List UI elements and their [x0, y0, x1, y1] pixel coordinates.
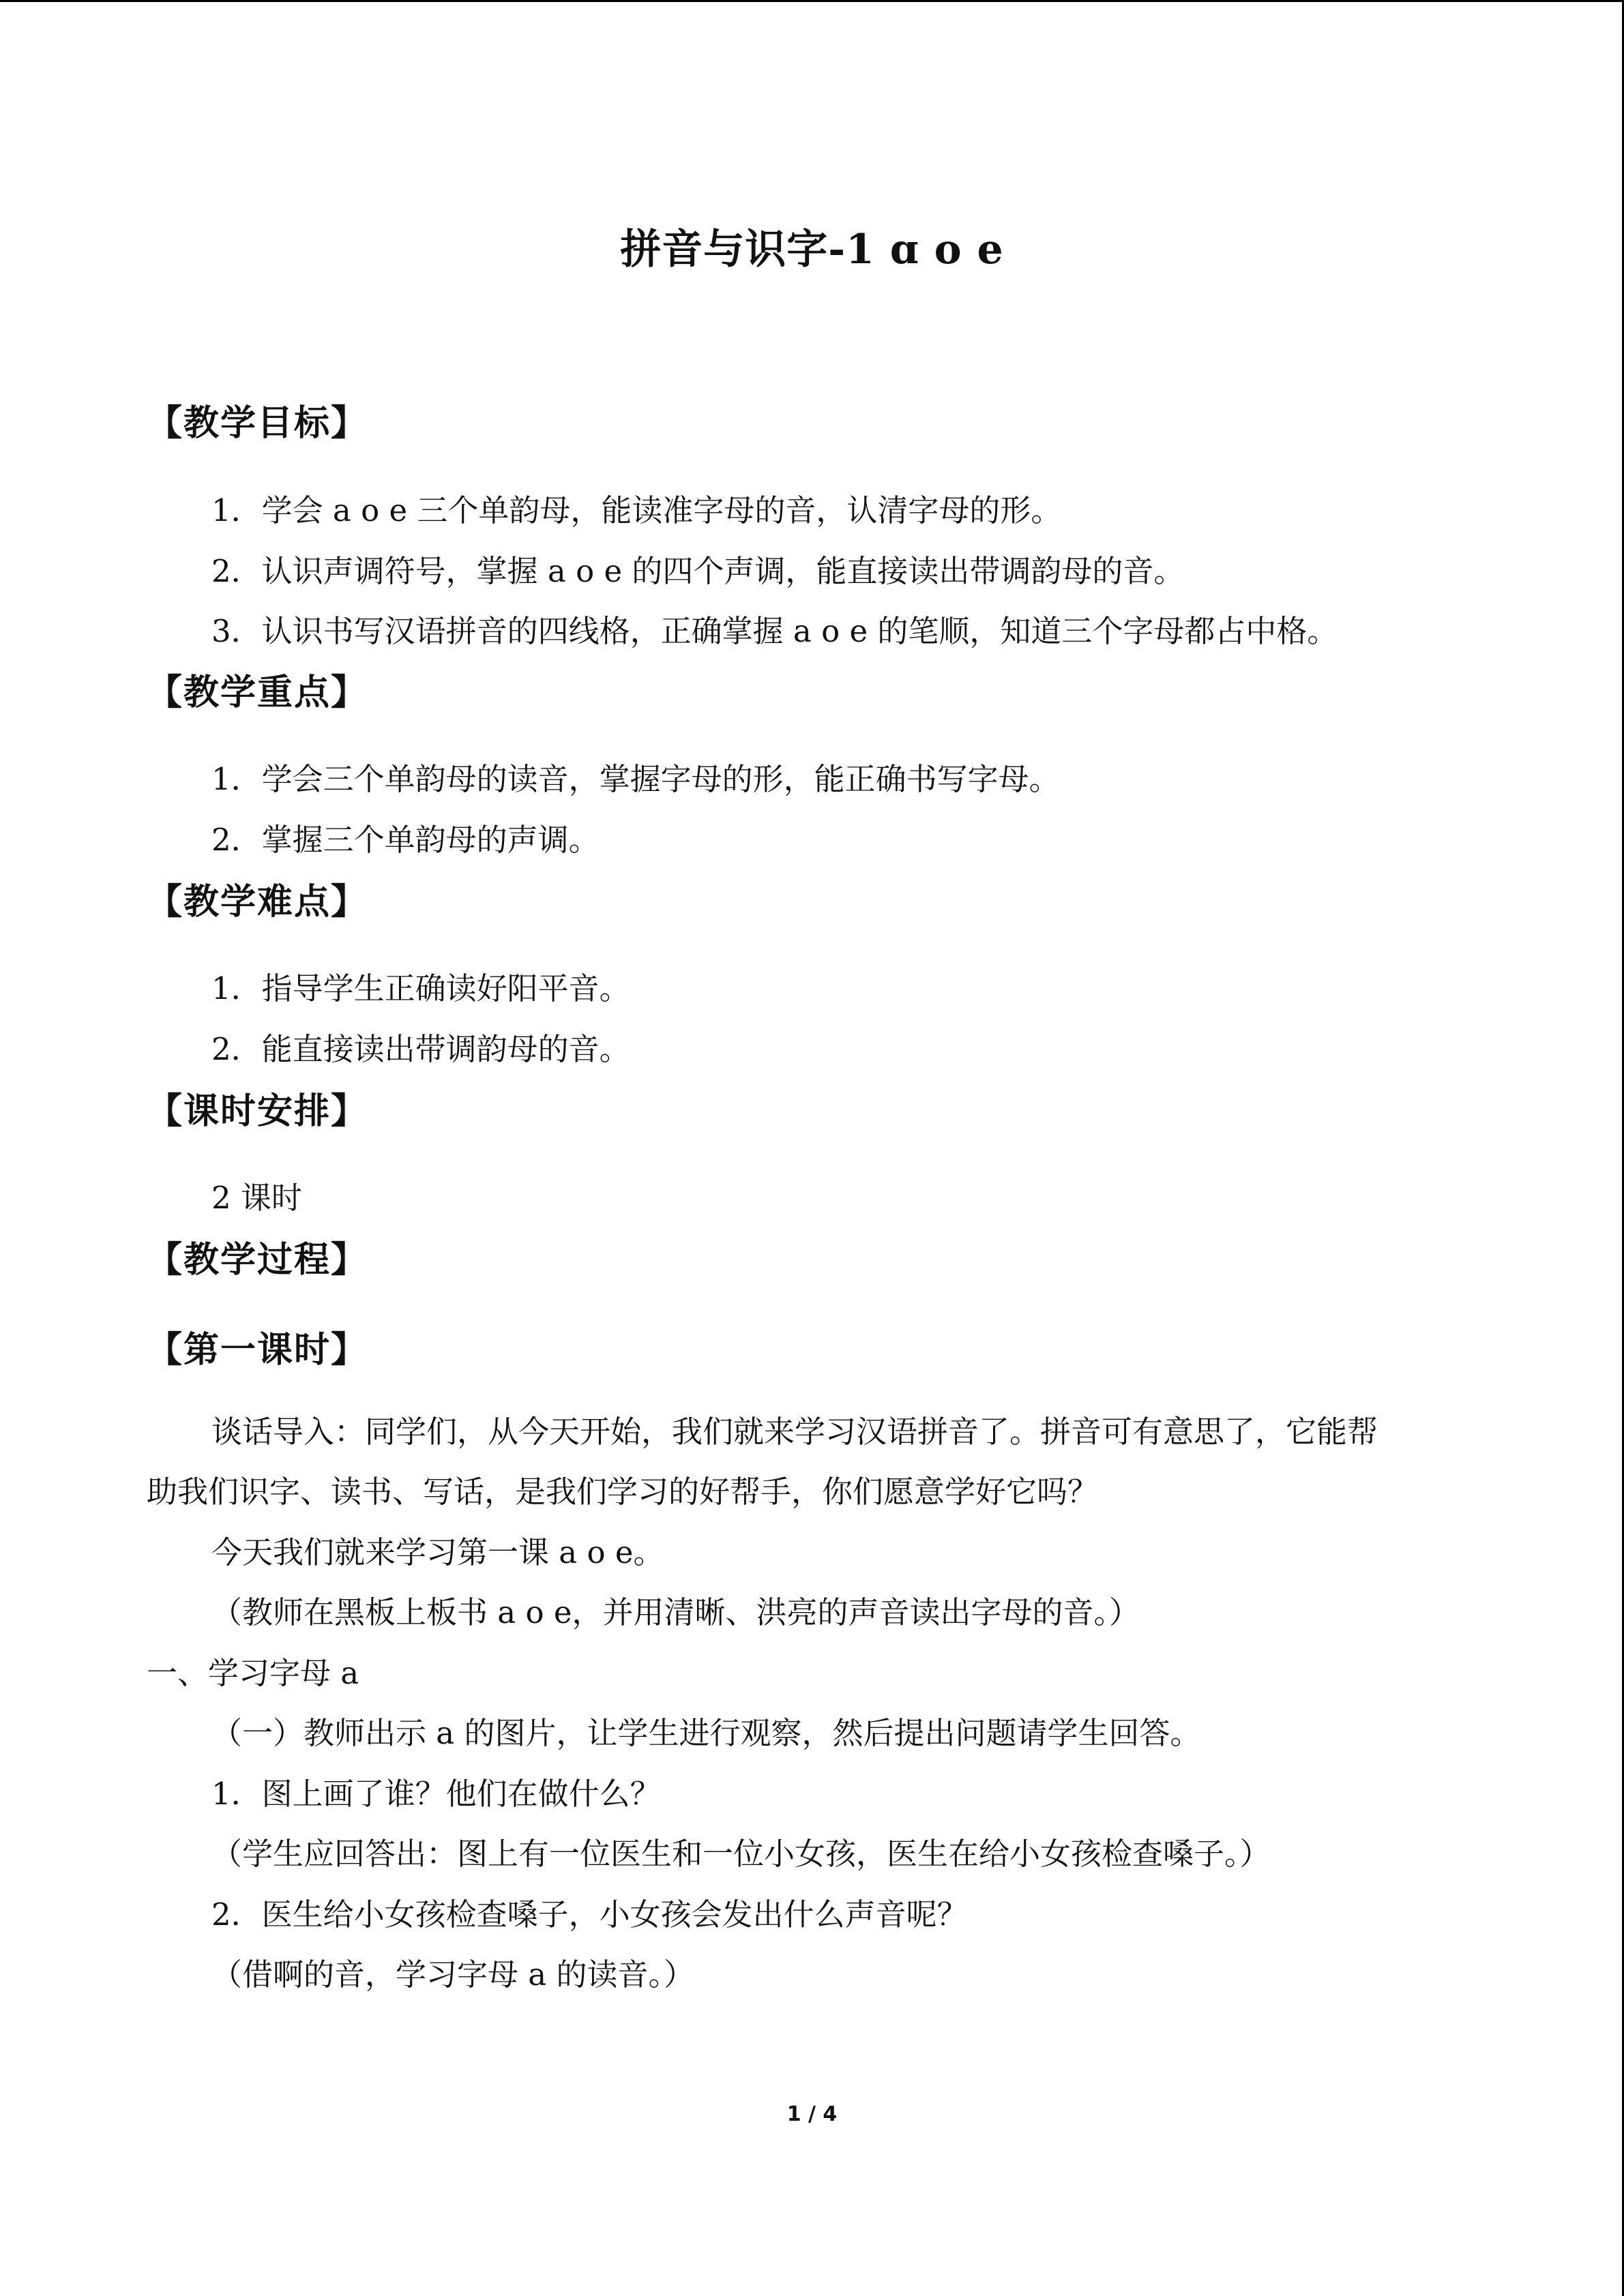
page-number: 1 / 4 [786, 2102, 838, 2126]
paragraph-line: （教师在黑板上板书 a o e，并用清晰、洪亮的声音读出字母的音。） [211, 1594, 1140, 1630]
objective-item-3: 3．认识书写汉语拼音的四线格，正确掌握 a o e 的笔顺，知道三个字母都占中格。 [211, 613, 1338, 649]
heading-difficulties: 【教学难点】 [147, 881, 368, 923]
heading-first-lesson: 【第一课时】 [147, 1329, 368, 1371]
paragraph-line: 助我们识字、读书、写话，是我们学习的好帮手，你们愿意学好它吗？ [147, 1474, 1099, 1510]
schedule-text: 2 课时 [211, 1180, 302, 1216]
paragraph-line: 2．医生给小女孩检查嗓子，小女孩会发出什么声音呢？ [211, 1896, 968, 1933]
page-top-border [0, 0, 1624, 2]
objective-item-2: 2．认识声调符号，掌握 a o e 的四个声调，能直接读出带调韵母的音。 [211, 553, 1185, 589]
heading-schedule: 【课时安排】 [147, 1090, 368, 1132]
section-heading-line: 一、学习字母 a [147, 1655, 359, 1691]
difficulty-item-1: 1．指导学生正确读好阳平音。 [211, 970, 630, 1007]
document-title: 拼音与识字-1 ɑ o e [620, 226, 1004, 273]
objective-item-1: 1．学会 a o e 三个单韵母，能读准字母的音，认清字母的形。 [211, 492, 1062, 528]
paragraph-line: 谈话导入：同学们，从今天开始，我们就来学习汉语拼音了。拼音可有意思了，它能帮 [211, 1414, 1378, 1450]
paragraph-line: （借啊的音，学习字母 a 的读音。） [211, 1956, 694, 1993]
key-point-item-1: 1．学会三个单韵母的读音，掌握字母的形，能正确书写字母。 [211, 761, 1060, 797]
heading-process: 【教学过程】 [147, 1239, 368, 1281]
paragraph-line: （一）教师出示 a 的图片，让学生进行观察，然后提出问题请学生回答。 [211, 1715, 1201, 1751]
difficulty-item-2: 2．能直接读出带调韵母的音。 [211, 1031, 630, 1067]
heading-key-points: 【教学重点】 [147, 672, 368, 713]
paragraph-line: 今天我们就来学习第一课 a o e。 [211, 1534, 664, 1570]
heading-objectives: 【教学目标】 [147, 402, 368, 444]
key-point-item-2: 2．掌握三个单韵母的声调。 [211, 822, 600, 858]
paragraph-line: 1．图上画了谁？他们在做什么？ [211, 1776, 661, 1812]
paragraph-line: （学生应回答出：图上有一位医生和一位小女孩，医生在给小女孩检查嗓子。） [211, 1836, 1271, 1872]
